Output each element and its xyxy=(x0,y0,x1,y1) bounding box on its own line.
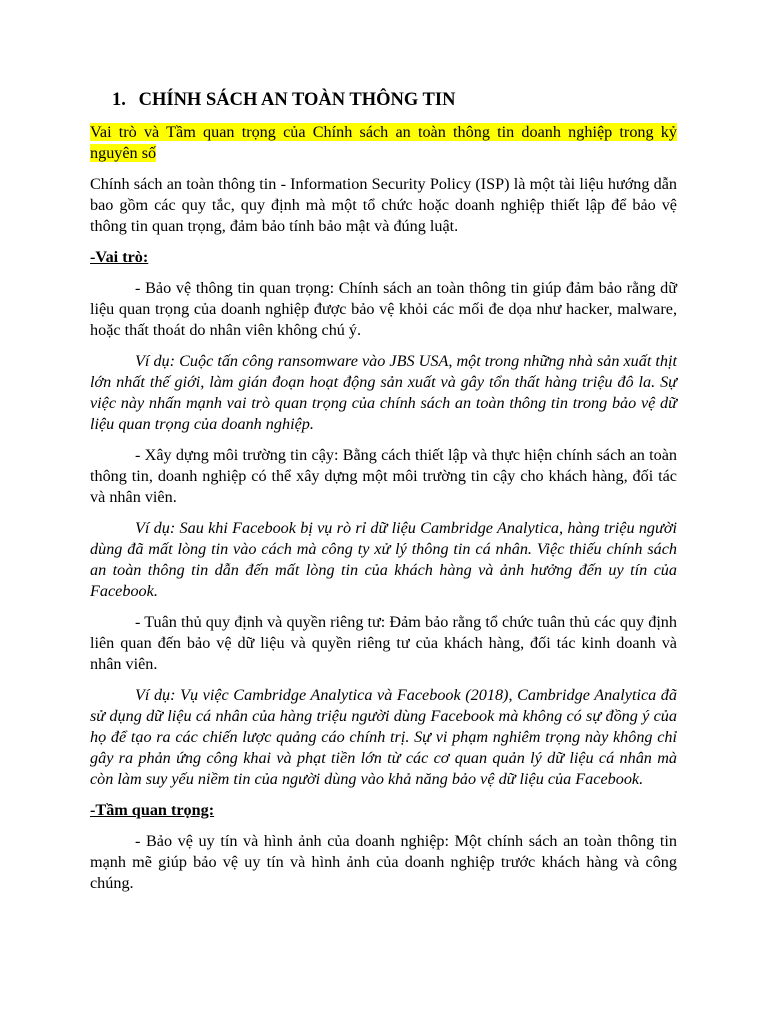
example-paragraph-3: Ví dụ: Vụ việc Cambridge Analytica và Facebook (2018), Cambridge Analytica đã sử dụng dữ liệu cá nhân của hàng triệu người dùng Facebook mà không có sự đồng ý của họ để tạo ra các chiến lược quảng cáo chính trị. Sự vi phạm nghiêm trọng này không chỉ gây ra phản ứng công khai và phạt tiền lớn từ các cơ quan quản lý dữ liệu cá nhân mà còn làm suy yếu niềm tin của người dùng vào khả năng bảo vệ dữ liệu của Facebook. xyxy=(90,686,677,788)
example-paragraph-1: Ví dụ: Cuộc tấn công ransomware vào JBS USA, một trong những nhà sản xuất thịt lớn nhất thế giới, làm gián đoạn hoạt động sản xuất và gây tổn thất hàng triệu đô la. Sự việc này nhấn mạnh vai trò quan trọng của chính sách an toàn thông tin trong bảo vệ dữ liệu quan trọng của doanh nghiệp. xyxy=(90,352,677,433)
highlighted-subtitle-text: Vai trò và Tầm quan trọng của Chính sách an toàn thông tin doanh nghiệp trong kỷ nguyên số xyxy=(90,123,677,162)
role-paragraph-3: - Tuân thủ quy định và quyền riêng tư: Đảm bảo rằng tổ chức tuân thủ các quy định liên quan đến bảo vệ dữ liệu và quyền riêng tư của khách hàng, đối tác kinh doanh và nhân viên. xyxy=(90,613,677,673)
heading-title: CHÍNH SÁCH AN TOÀN THÔNG TIN xyxy=(138,90,456,110)
role-paragraph-1: - Bảo vệ thông tin quan trọng: Chính sách an toàn thông tin giúp đảm bảo rằng dữ liệu quan trọng của doanh nghiệp được bảo vệ khỏi các mối đe dọa như hacker, malware, hoặc thất thoát do nhân viên không chú ý. xyxy=(90,279,677,339)
importance-paragraph-1: - Bảo vệ uy tín và hình ảnh của doanh nghiệp: Một chính sách an toàn thông tin mạnh mẽ giúp bảo vệ uy tín và hình ảnh của doanh nghiệp trước khách hàng và công chúng. xyxy=(90,832,677,892)
section-heading xyxy=(90,88,677,112)
roles-label: -Vai trò: xyxy=(90,248,149,266)
example-paragraph-2: Ví dụ: Sau khi Facebook bị vụ rò rỉ dữ liệu Cambridge Analytica, hàng triệu người dùng đã mất lòng tin vào cách mà công ty xử lý thông tin cá nhân. Việc thiếu chính sách an toàn thông tin dẫn đến mất lòng tin của khách hàng và ảnh hưởng đến uy tín của Facebook. xyxy=(90,519,677,600)
heading-number: 1. xyxy=(112,90,126,110)
role-paragraph-2: - Xây dựng môi trường tin cậy: Bằng cách thiết lập và thực hiện chính sách an toàn thông tin, doanh nghiệp có thể xây dựng một môi trường tin cậy cho khách hàng, đối tác và nhân viên. xyxy=(90,446,677,506)
highlighted-subtitle xyxy=(90,122,677,164)
document-page xyxy=(90,88,677,904)
intro-paragraph: Chính sách an toàn thông tin - Information Security Policy (ISP) là một tài liệu hướng dẫn bao gồm các quy tắc, quy định mà một tổ chức hoặc doanh nghiệp thiết lập để bảo vệ thông tin quan trọng, đảm bảo tính bảo mật và đúng luật. xyxy=(90,175,677,235)
importance-label: -Tầm quan trọng: xyxy=(90,801,215,819)
